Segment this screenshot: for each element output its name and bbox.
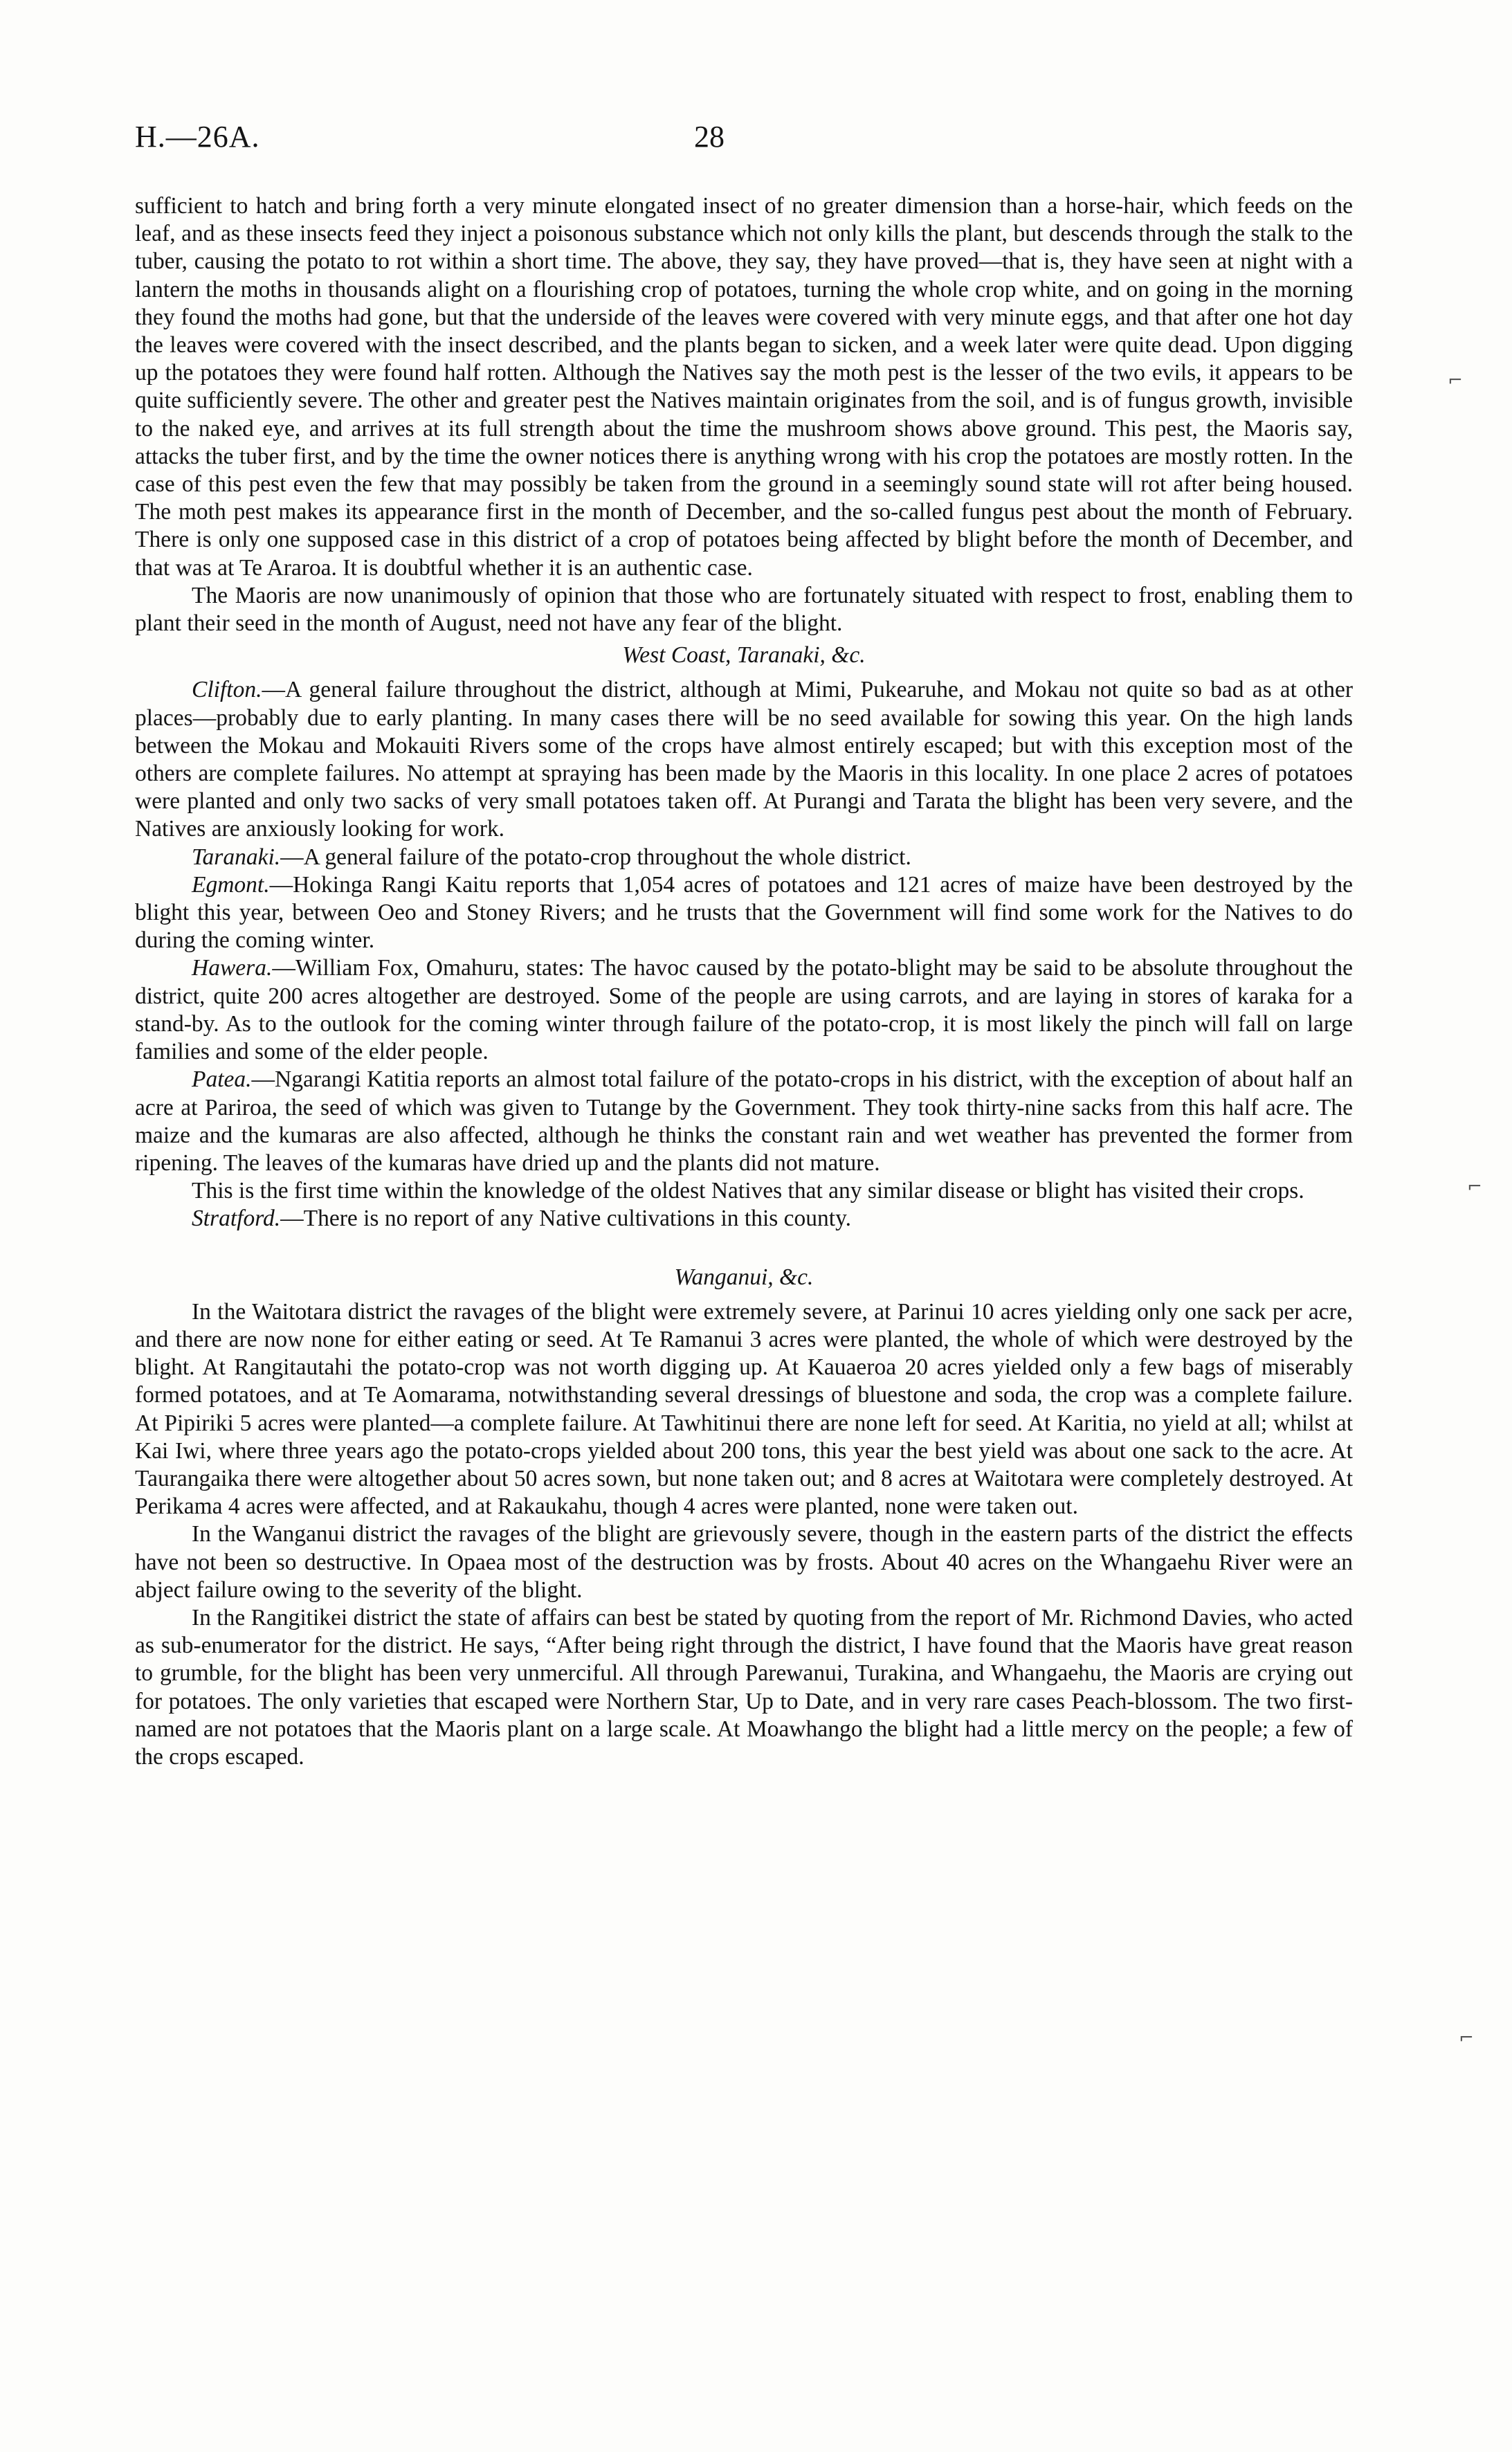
paragraph-egmont [135,871,1353,955]
page-number: 28 [694,120,725,154]
paragraph-clifton [135,676,1353,843]
lead-stratford: Stratford. [192,1206,281,1232]
text-stratford: —There is no report of any Native cultivations in this county. [280,1206,852,1232]
section-heading-west-coast: West Coast, Taranaki, &c. [622,642,866,669]
text-taranaki: —A general failure of the potato-crop throughout the whole district. [280,844,911,870]
body-text [135,192,1353,1771]
margin-mark-1: ⌐ [1448,370,1463,391]
lead-hawera: Hawera. [192,955,273,981]
lead-patea: Patea. [192,1066,252,1093]
margin-mark-3: ⌐ [1459,2028,1474,2049]
margin-mark-2: ⌐ [1467,1177,1482,1197]
paragraph-patea [135,1066,1353,1177]
paragraph-rangitikei: In the Rangitikei district the state of affairs can best be stated by quoting from the report of Mr. Richmond Davies, who acted as sub-enumerator for the district. He says, “After being right through the district, I have found that the Maoris have great reason to grumble, for the blight has been very unmerciful. All through Parewanui, Turakina, and Whangaehu, the Maoris are crying out for potatoes. The only varieties that escaped were Northern Star, Up to Date, and in very rare cases Peach-blossom. The two first-named are not potatoes that the Maoris plant on a large scale. At Moawhango the blight had a little mercy on the people; a few of the crops escaped. [135,1604,1353,1770]
text-patea: —Ngarangi Katitia reports an almost total failure of the potato-crops in his district, with the exception of about half an acre at Pariroa, the seed of which was given to Tutange by the Government. They took thirty-nine sacks from this half acre. The maize and the kumaras are also affected, although he thinks the constant rain and wet weather has prevented the former from ripening. The leaves of the kumaras have dried up and the plants did not mature. [135,1066,1353,1176]
page-header [135,119,1353,167]
paragraph-first-time: This is the first time within the knowledge of the oldest Natives that any similar disease or blight has visited their crops. [192,1178,1304,1204]
text-clifton: —A general failure throughout the district, although at Mimi, Pukearuhe, and Mokau not quite so bad as at other places—probably due to early planting. In many cases there will be no seed available for sowing this year. On the high lands between the Mokau and Mokauiti Rivers some of the crops have almost entirely escaped; but with this exception most of the others are complete failures. No attempt at spraying has been made by the Maoris in this locality. In one place 2 acres of potatoes were planted and only two sacks of very small potatoes taken off. At Purangi and Tarata the blight has been very severe, and the Natives are anxiously looking for work. [135,677,1353,842]
section-heading-wanganui: Wanganui, &c. [674,1264,814,1290]
text-hawera: —William Fox, Omahuru, states: The havoc caused by the potato-blight may be said to be absolute throughout the district, quite 200 acres altogether are destroyed. Some of the people are using carrots, and are laying in stores of karaka for a stand-by. As to the outlook for the coming winter through failure of the potato-crop, it is most likely the pinch will fall on large families and some of the elder people. [135,955,1353,1065]
paragraph-frost-opinion: The Maoris are now unanimously of opinion that those who are fortunately situated with respect to frost, enabling them to plant their seed in the month of August, need not have any fear of the blight. [135,582,1353,637]
paragraph-insect-description: sufficient to hatch and bring forth a very minute elongated insect of no greater dimension than a horse-hair, which feeds on the leaf, and as these insects feed they inject a poisonous substance which not only kills the plant, but descends through the stalk to the tuber, causing the potato to rot within a short time. The above, they say, they have proved—that is, they have seen at night with a lantern the moths in thousands alight on a flourishing crop of potatoes, turning the whole crop white, and on going in the morning they found the moths had gone, but that the underside of the leaves were covered with very minute eggs, and that after one hot day the leaves were covered with the insect described, and the plants began to sicken, and a week later were quite dead. Upon digging up the potatoes they were found half rotten. Although the Natives say the moth pest is the lesser of the two evils, it appears to be quite sufficiently severe. The other and greater pest the Natives maintain originates from the soil, and is of fungus growth, invisible to the naked eye, and arrives at its full strength about the time the mushroom shows above ground. This pest, the Maoris say, attacks the tuber first, and by the time the owner notices there is anything wrong with his crop the potatoes are mostly rotten. In the case of this pest even the few that may possibly be taken from the ground in a seemingly sound state will rot after being housed. The moth pest makes its appearance first in the month of December, and the so-called fungus pest about the month of February. There is only one supposed case in this district of a crop of potatoes being affected by blight before the month of December, and that was at Te Araroa. It is doubtful whether it is an authentic case. [135,193,1353,581]
lead-clifton: Clifton. [192,677,262,703]
lead-egmont: Egmont. [192,871,270,898]
paragraph-hawera [135,954,1353,1066]
paragraph-taranaki [135,844,1353,871]
paragraph-wanganui-district: In the Wanganui district the ravages of the blight are grievously severe, though in the eastern parts of the district the effects have not been so destructive. In Opaea most of the destruction was by frosts. About 40 acres on the Whangaehu River were an abject failure owing to the severity of the blight. [135,1521,1353,1603]
lead-taranaki: Taranaki. [192,844,281,870]
text-egmont: —Hokinga Rangi Kaitu reports that 1,054 acres of potatoes and 121 acres of maize have been destroyed by the blight this year, between Oeo and Stoney Rivers; and he trusts that the Government will find some work for the Natives to do during the coming winter. [135,871,1353,954]
document-reference: H.—26A. [135,120,260,154]
paragraph-stratford [135,1205,1353,1233]
paragraph-waitotara: In the Waitotara district the ravages of the blight were extremely severe, at Parinui 10 acres yielding only one sack per acre, and there are now none for either eating or seed. At Te Ramanui 3 acres were planted, the whole of which were destroyed by the blight. At Rangitautahi the potato-crop was not worth digging up. At Kauaeroa 20 acres yielded only a few bags of miserably formed potatoes, and at Te Aomarama, notwithstanding several dressings of bluestone and soda, the crop was a complete failure. At Pipiriki 5 acres were planted—a complete failure. At Tawhitinui there are none left for seed. At Karitia, no yield at all; whilst at Kai Iwi, where three years ago the potato-crops yielded about 200 tons, this year the best yield was about one sack to the acre. At Taurangaika there were altogether about 50 acres sown, but none taken out; and 8 acres at Waitotara were completely destroyed. At Perikama 4 acres were affected, and at Rakaukahu, though 4 acres were planted, none were taken out. [135,1298,1353,1520]
